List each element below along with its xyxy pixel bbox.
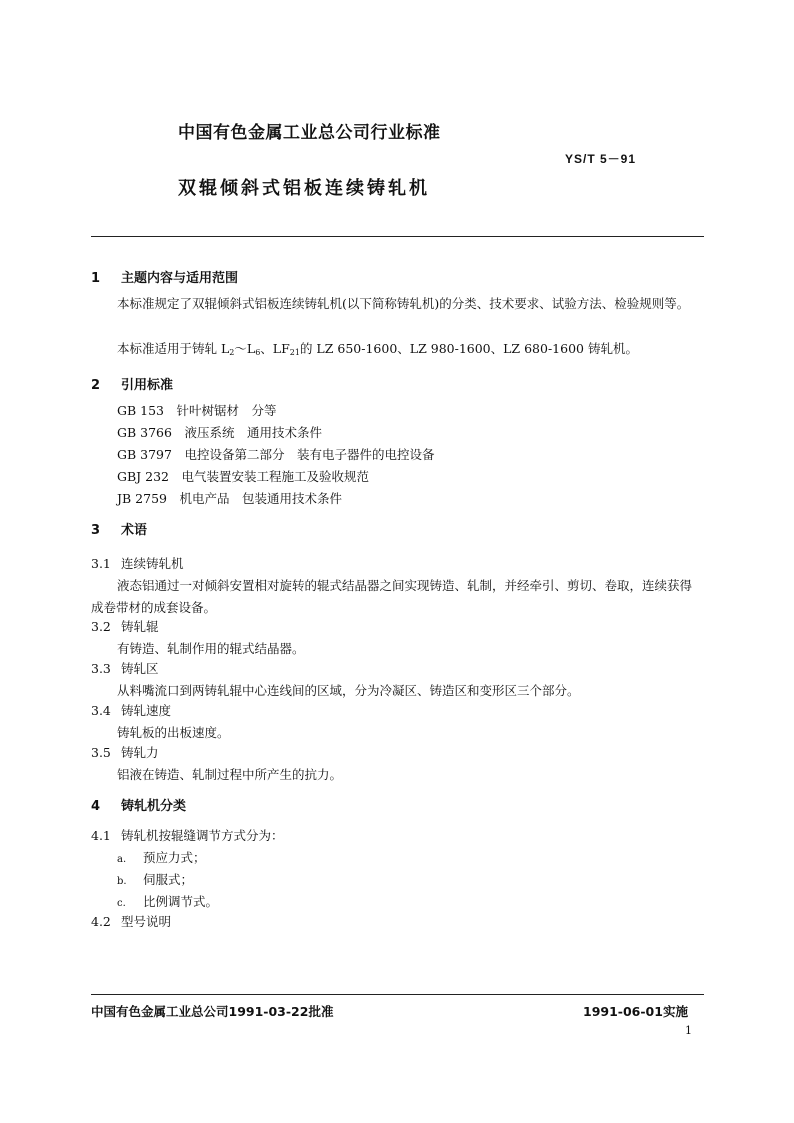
standard-code: YS/T 5－91 — [565, 152, 637, 166]
term-definition: 铝液在铸造、轧制过程中所产生的抗力。 — [117, 767, 343, 782]
section-4-heading: 4 铸轧机分类 — [91, 799, 187, 814]
section-3-heading: 3 术语 — [91, 523, 148, 538]
reference-item: GB 153 针叶树锯材 分等 — [117, 403, 277, 418]
clause-4-1: 4.1 铸轧机按辊缝调节方式分为： — [91, 828, 284, 843]
term-definition: 液态铝通过一对倾斜安置相对旋转的辊式结晶器之间实现铸造、轧制，并经牵引、剪切、卷取，连续获得成卷带材的成套设备。 — [91, 578, 693, 615]
reference-item: GB 3766 液压系统 通用技术条件 — [117, 425, 322, 440]
term-definition: 从料嘴流口到两铸轧辊中心连线间的区域，分为冷凝区、铸造区和变形区三个部分。 — [117, 683, 580, 698]
term-definition: 铸轧板的出板速度。 — [117, 725, 230, 740]
page-number: 1 — [685, 1024, 692, 1037]
list-item: c. 比例调节式。 — [117, 894, 219, 909]
term-definition: 有铸造、轧制作用的辊式结晶器。 — [117, 641, 305, 656]
section-2-heading: 2 引用标准 — [91, 378, 174, 393]
reference-item: JB 2759 机电产品 包装通用技术条件 — [117, 491, 343, 506]
term-heading: 3.1 连续铸轧机 — [91, 556, 184, 571]
approval-date: 中国有色金属工业总公司1991-03-22批准 — [91, 1004, 334, 1019]
list-item: a. 预应力式； — [117, 850, 206, 865]
footer-divider — [91, 994, 704, 995]
term-heading: 3.4 铸轧速度 — [91, 703, 172, 718]
section-1-heading: 1 主题内容与适用范围 — [91, 271, 239, 286]
reference-item: GBJ 232 电气装置安装工程施工及验收规范 — [117, 469, 370, 484]
implementation-date: 1991-06-01实施 — [583, 1004, 688, 1019]
reference-item: GB 3797 电控设备第二部分 装有电子器件的电控设备 — [117, 447, 435, 462]
section-1-paragraph-1: 本标准规定了双辊倾斜式铝板连续铸轧机(以下简称铸轧机)的分类、技术要求、试验方法、检验规则等。 — [117, 296, 690, 311]
header-divider — [91, 236, 704, 237]
clause-4-2: 4.2 型号说明 — [91, 914, 172, 929]
term-heading: 3.5 铸轧力 — [91, 745, 159, 760]
term-heading: 3.3 铸轧区 — [91, 661, 159, 676]
list-item: b. 伺服式； — [117, 872, 194, 887]
term-heading: 3.2 铸轧辊 — [91, 619, 159, 634]
issuing-organization: 中国有色金属工业总公司行业标准 — [178, 123, 441, 143]
section-1-paragraph-2: 本标准适用于铸轧 $L_2\sim L_6$、$LF_{21}$的 LZ 650-1600、LZ 980-1600、LZ 680-1600 铸轧机。 — [117, 341, 638, 357]
document-title: 双辊倾斜式铝板连续铸轧机 — [178, 178, 430, 199]
